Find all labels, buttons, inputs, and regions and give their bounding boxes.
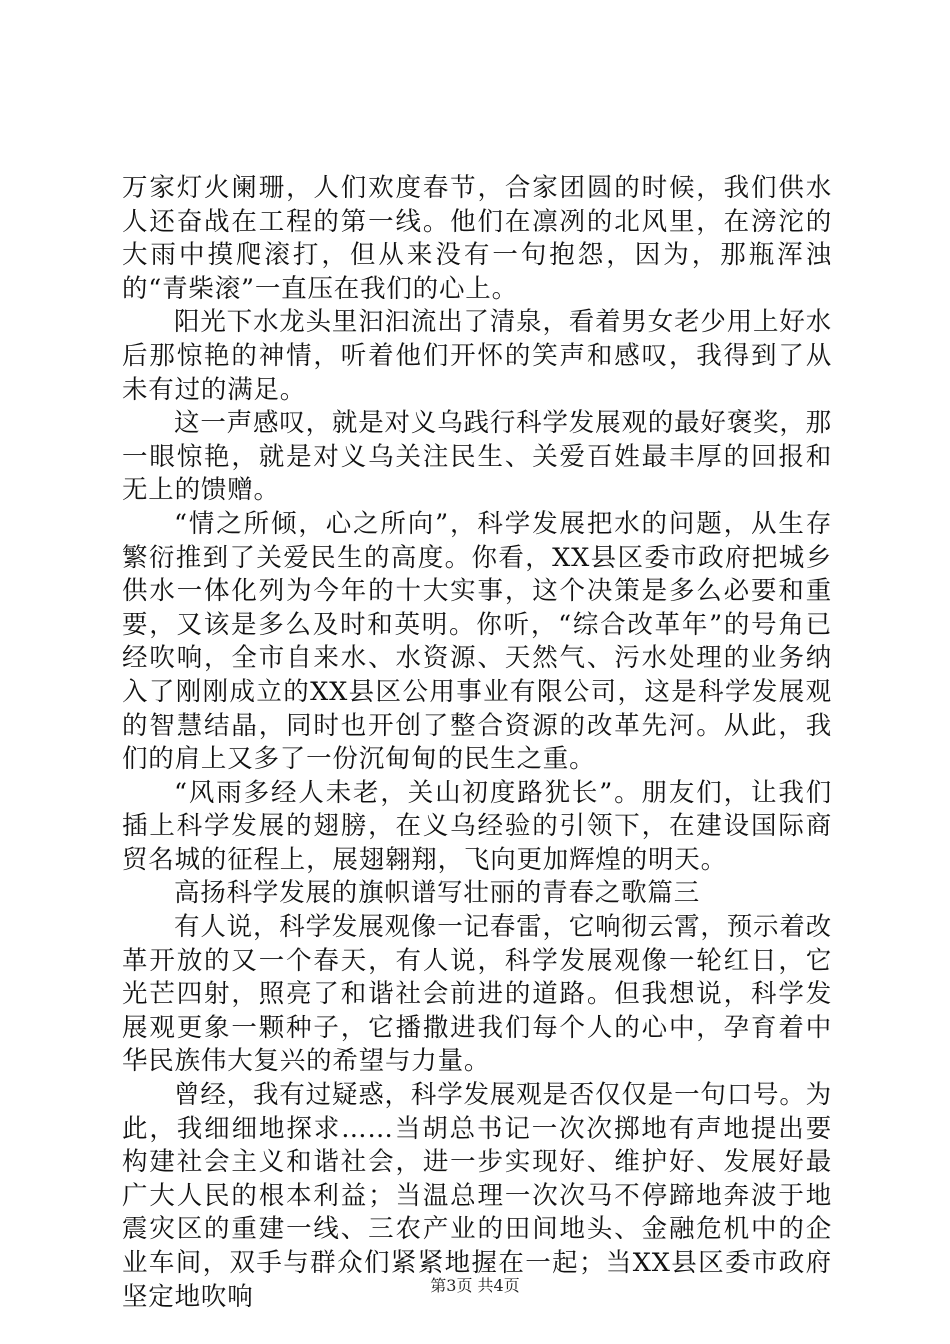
paragraph-4: “情之所倾，心之所向”，科学发展把水的问题，从生存繁衍推到了关爱民生的高度。你看，XX县区委市政府把城乡供水一体化列为今年的十大实事，这个决策是多么必要和重要，又该是多么及时和英明。你听，“综合改革年”的号角已经吹响，全市自来水、水资源、天然气、污水处理的业务纳入了刚刚成立的XX县区公用事业有限公司，这是科学发展观的智慧结晶，同时也开创了整合资源的改革先河。从此，我们的肩上又多了一份沉甸甸的民生之重。	[122, 508, 832, 775]
paragraph-2: 阳光下水龙头里汩汩流出了清泉，看着男女老少用上好水后那惊艳的神情，听着他们开怀的笑声和感叹，我得到了从未有过的满足。	[122, 307, 832, 405]
paragraph-3: 这一声感叹，就是对义乌践行科学发展观的最好褒奖，那一眼惊艳，就是对义乌关注民生、关爱百姓最丰厚的回报和无上的馈赠。	[122, 408, 832, 506]
paragraph-8: 曾经，我有过疑惑，科学发展观是否仅仅是一句口号。为此，我细细地探求……当胡总书记一次次掷地有声地提出要构建社会主义和谐社会，进一步实现好、维护好、发展好最广大人民的根本利益；当温总理一次次马不停蹄地奔波于地震灾区的重建一线、三农产业的田间地头、金融危机中的企业车间，双手与群众们紧紧地握在一起；当XX县区委市政府坚定地吹响	[122, 1080, 832, 1312]
paragraph-5: “风雨多经人未老，关山初度路犹长”。朋友们，让我们插上科学发展的翅膀，在义乌经验的引领下，在建设国际商贸名城的征程上，展翅翱翔，飞向更加辉煌的明天。	[122, 777, 832, 875]
section-heading: 高扬科学发展的旗帜谱写壮丽的青春之歌篇三	[174, 878, 701, 909]
page-number-footer: 第3页 共4页	[430, 1276, 520, 1295]
document-body	[122, 172, 832, 1314]
paragraph-7: 有人说，科学发展观像一记春雷，它响彻云霄，预示着改革开放的又一个春天，有人说，科学发展观像一轮红日，它光芒四射，照亮了和谐社会前进的道路。但我想说，科学发展观更象一颗种子，它播撒进我们每个人的心中，孕育着中华民族伟大复兴的希望与力量。	[122, 912, 832, 1077]
paragraph-1: 万家灯火阑珊，人们欢度春节，合家团圆的时候，我们供水人还奋战在工程的第一线。他们在凛冽的北风里，在滂沱的大雨中摸爬滚打，但从来没有一句抱怨，因为，那瓶浑浊的“青柴滚”一直压在我们的心上。	[122, 173, 832, 304]
